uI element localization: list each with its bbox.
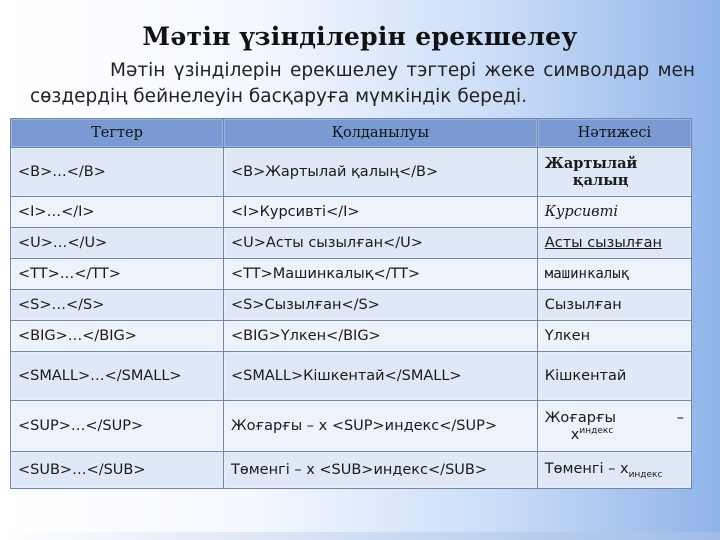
usage-cell: <S>Сызылған</S> xyxy=(224,290,538,321)
result-dash: – xyxy=(676,409,684,426)
table-row-sup xyxy=(11,401,692,452)
table-header-row xyxy=(11,119,692,148)
usage-cell: Жоғарғы – x <SUP>индекс</SUP> xyxy=(224,401,538,452)
table-row-italic xyxy=(11,197,692,228)
result-prefix: Төменгі – x xyxy=(544,460,629,477)
result-cell: Курсивті xyxy=(537,197,691,228)
result-cell: машинкалық xyxy=(537,259,691,290)
result-superscript: индекс xyxy=(579,425,614,436)
result-cell xyxy=(537,401,691,452)
usage-cell: Төменгі – x <SUB>индекс</SUB> xyxy=(224,452,538,489)
result-text-line1: Жартылай xyxy=(544,155,638,172)
table-row-sub xyxy=(11,452,692,489)
tags-table xyxy=(10,118,692,489)
table-row-big xyxy=(11,321,692,352)
tag-cell: <I>…</I> xyxy=(11,197,224,228)
tag-cell: <B>…</B> xyxy=(11,148,224,197)
tag-cell: <TT>…</TT> xyxy=(11,259,224,290)
result-cell xyxy=(537,148,691,197)
result-cell: Үлкен xyxy=(537,321,691,352)
result-cell: Асты сызылған xyxy=(537,228,691,259)
intro-paragraph: Мәтін үзінділерін ерекшелеу тэгтері жеке символдар мен сөздердің бейнелеуін басқаруға мүмкіндік береді. xyxy=(30,60,695,107)
tag-cell: <BIG>…</BIG> xyxy=(11,321,224,352)
tag-cell: <U>…</U> xyxy=(11,228,224,259)
usage-cell: <B>Жартылай қалың</B> xyxy=(224,148,538,197)
header-usage: Қолданылуы xyxy=(224,119,538,148)
tag-cell: <S>…</S> xyxy=(11,290,224,321)
tag-cell: <SMALL>…</SMALL> xyxy=(11,352,224,401)
slide-title: Мәтін үзінділерін ерекшелеу xyxy=(142,22,578,51)
result-subscript: индекс xyxy=(628,469,663,480)
table-row-strike xyxy=(11,290,692,321)
result-top-line xyxy=(545,410,684,426)
tag-cell: <SUP>…</SUP> xyxy=(11,401,224,452)
table-row-small xyxy=(11,352,692,401)
table-row-teletype xyxy=(11,259,692,290)
footer-bar xyxy=(0,532,720,540)
result-cell: Сызылған xyxy=(537,290,691,321)
usage-cell: <TT>Машинкалық</TT> xyxy=(224,259,538,290)
tag-cell: <SUB>…</SUB> xyxy=(11,452,224,489)
usage-cell: <SMALL>Кішкентай</SMALL> xyxy=(224,352,538,401)
result-word: Жоғарғы xyxy=(544,409,616,426)
result-bottom-line xyxy=(545,426,684,443)
result-cell: Кішкентай xyxy=(537,352,691,401)
table-row-bold xyxy=(11,148,692,197)
table-row-underline xyxy=(11,228,692,259)
result-x: x xyxy=(570,426,580,443)
usage-cell: <I>Курсивті</I> xyxy=(224,197,538,228)
result-cell xyxy=(537,452,691,489)
usage-cell: <BIG>Үлкен</BIG> xyxy=(224,321,538,352)
usage-cell: <U>Асты сызылған</U> xyxy=(224,228,538,259)
result-text-line2: қалың xyxy=(572,172,629,189)
header-tags: Тегтер xyxy=(11,119,224,148)
header-result: Нәтижесі xyxy=(537,119,691,148)
